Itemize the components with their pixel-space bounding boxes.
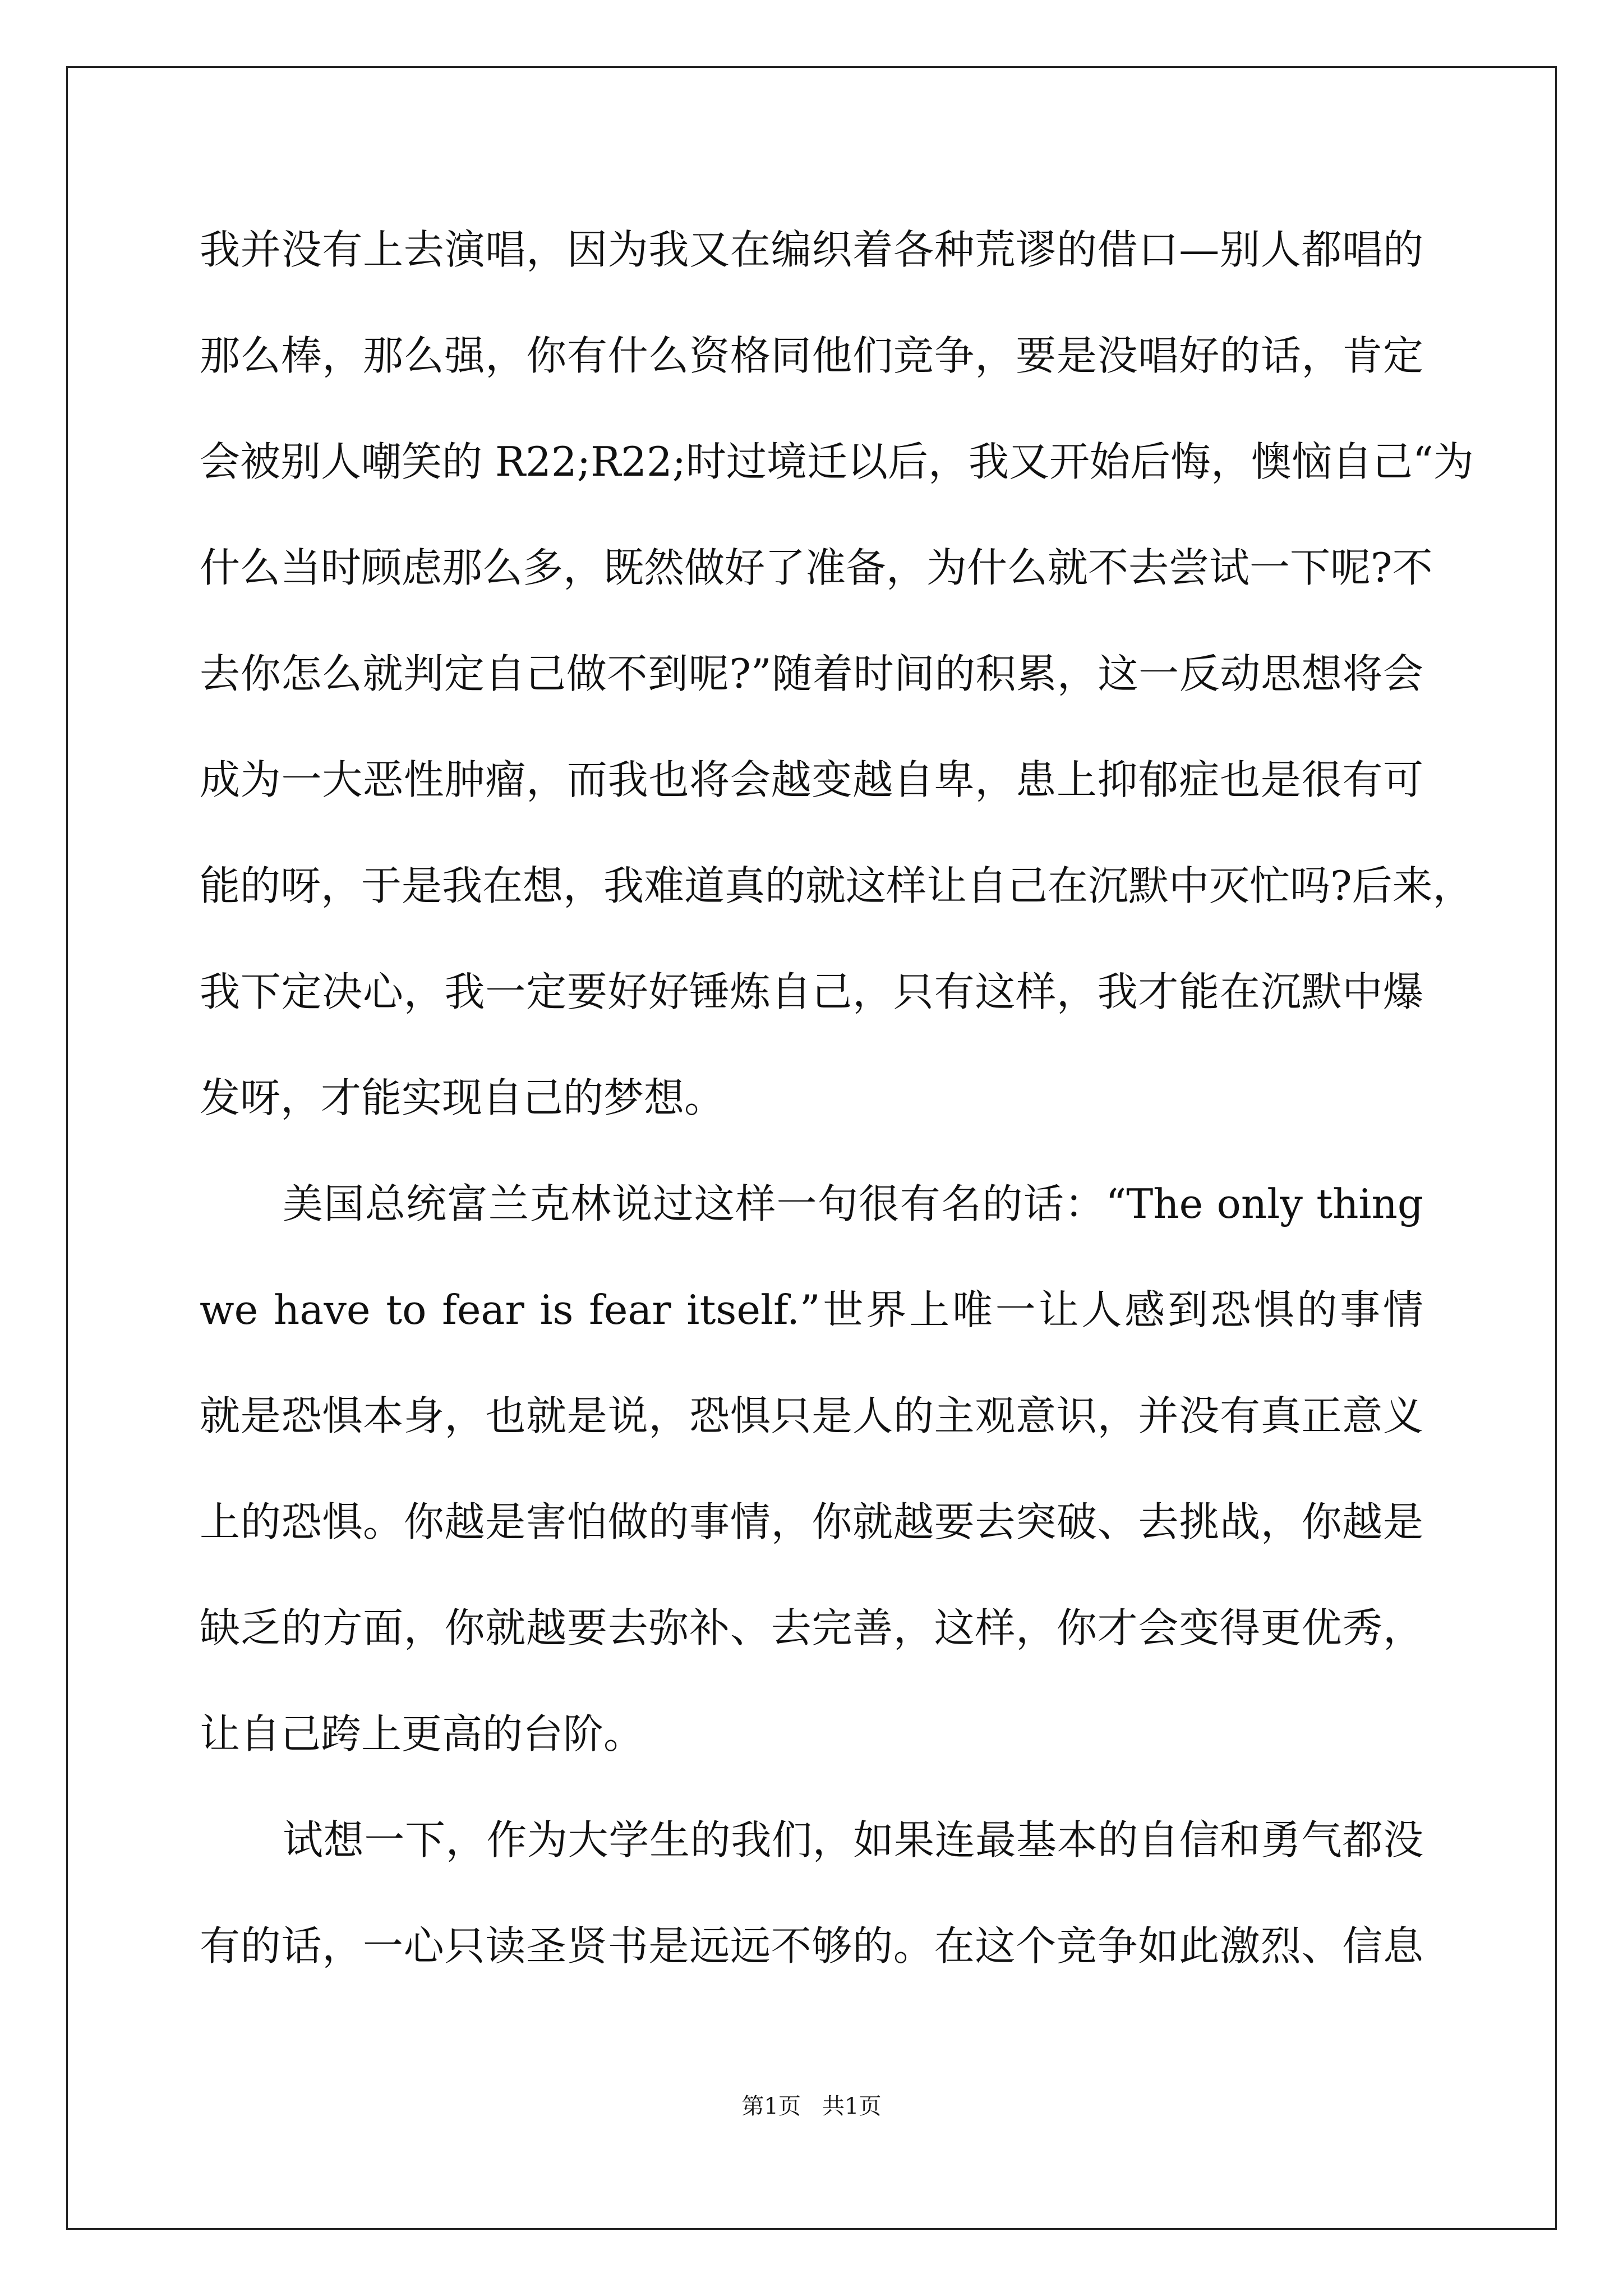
- text-line-paragraph-start: 试想一下，作为大学生的我们，如果连最基本的自信和勇气都没: [283, 1816, 1423, 1864]
- text-line: we have to fear is fear itself.”世界上唯一让人感到恐惧的事情: [200, 1286, 1423, 1333]
- text-line-paragraph-start: 美国总统富兰克林说过这样一句很有名的话：“The only thing: [283, 1180, 1423, 1227]
- text-line: 去你怎么就判定自己做不到呢?”随着时间的积累，这一反动思想将会: [200, 650, 1423, 697]
- text-line: 什么当时顾虑那么多，既然做好了准备，为什么就不去尝试一下呢?不: [200, 544, 1433, 591]
- text-line: 那么棒，那么强，你有什么资格同他们竞争，要是没唱好的话，肯定: [200, 332, 1423, 379]
- page-footer: [0, 2090, 1623, 2123]
- text-line-paragraph-end: 发呀，才能实现自己的梦想。: [200, 1074, 725, 1121]
- text-line: 有的话，一心只读圣贤书是远远不够的。在这个竞争如此激烈、信息: [200, 1922, 1423, 1970]
- text-line: 会被别人嘲笑的 R22;R22;时过境迁以后，我又开始后悔，懊恼自己“为: [200, 438, 1474, 485]
- text-line: 上的恐惧。你越是害怕做的事情，你就越要去突破、去挑战，你越是: [200, 1498, 1423, 1545]
- page-number: 第1页: [741, 2093, 801, 2119]
- text-line: 我下定决心，我一定要好好锤炼自己，只有这样，我才能在沉默中爆: [200, 968, 1423, 1015]
- text-line: 就是恐惧本身，也就是说，恐惧只是人的主观意识，并没有真正意义: [200, 1392, 1423, 1439]
- page-border: [66, 66, 1557, 2230]
- text-line: 能的呀，于是我在想，我难道真的就这样让自己在沉默中灭忙吗?后来，: [200, 862, 1473, 909]
- text-line: 缺乏的方面，你就越要去弥补、去完善，这样，你才会变得更优秀，: [200, 1604, 1423, 1651]
- text-line: 成为一大恶性肿瘤，而我也将会越变越自卑，患上抑郁症也是很有可: [200, 756, 1423, 803]
- page-total: 共1页: [822, 2093, 882, 2119]
- text-line: 我并没有上去演唱，因为我又在编织着各种荒谬的借口—别人都唱的: [200, 226, 1423, 273]
- text-line-paragraph-end: 让自己跨上更高的台阶。: [200, 1710, 644, 1757]
